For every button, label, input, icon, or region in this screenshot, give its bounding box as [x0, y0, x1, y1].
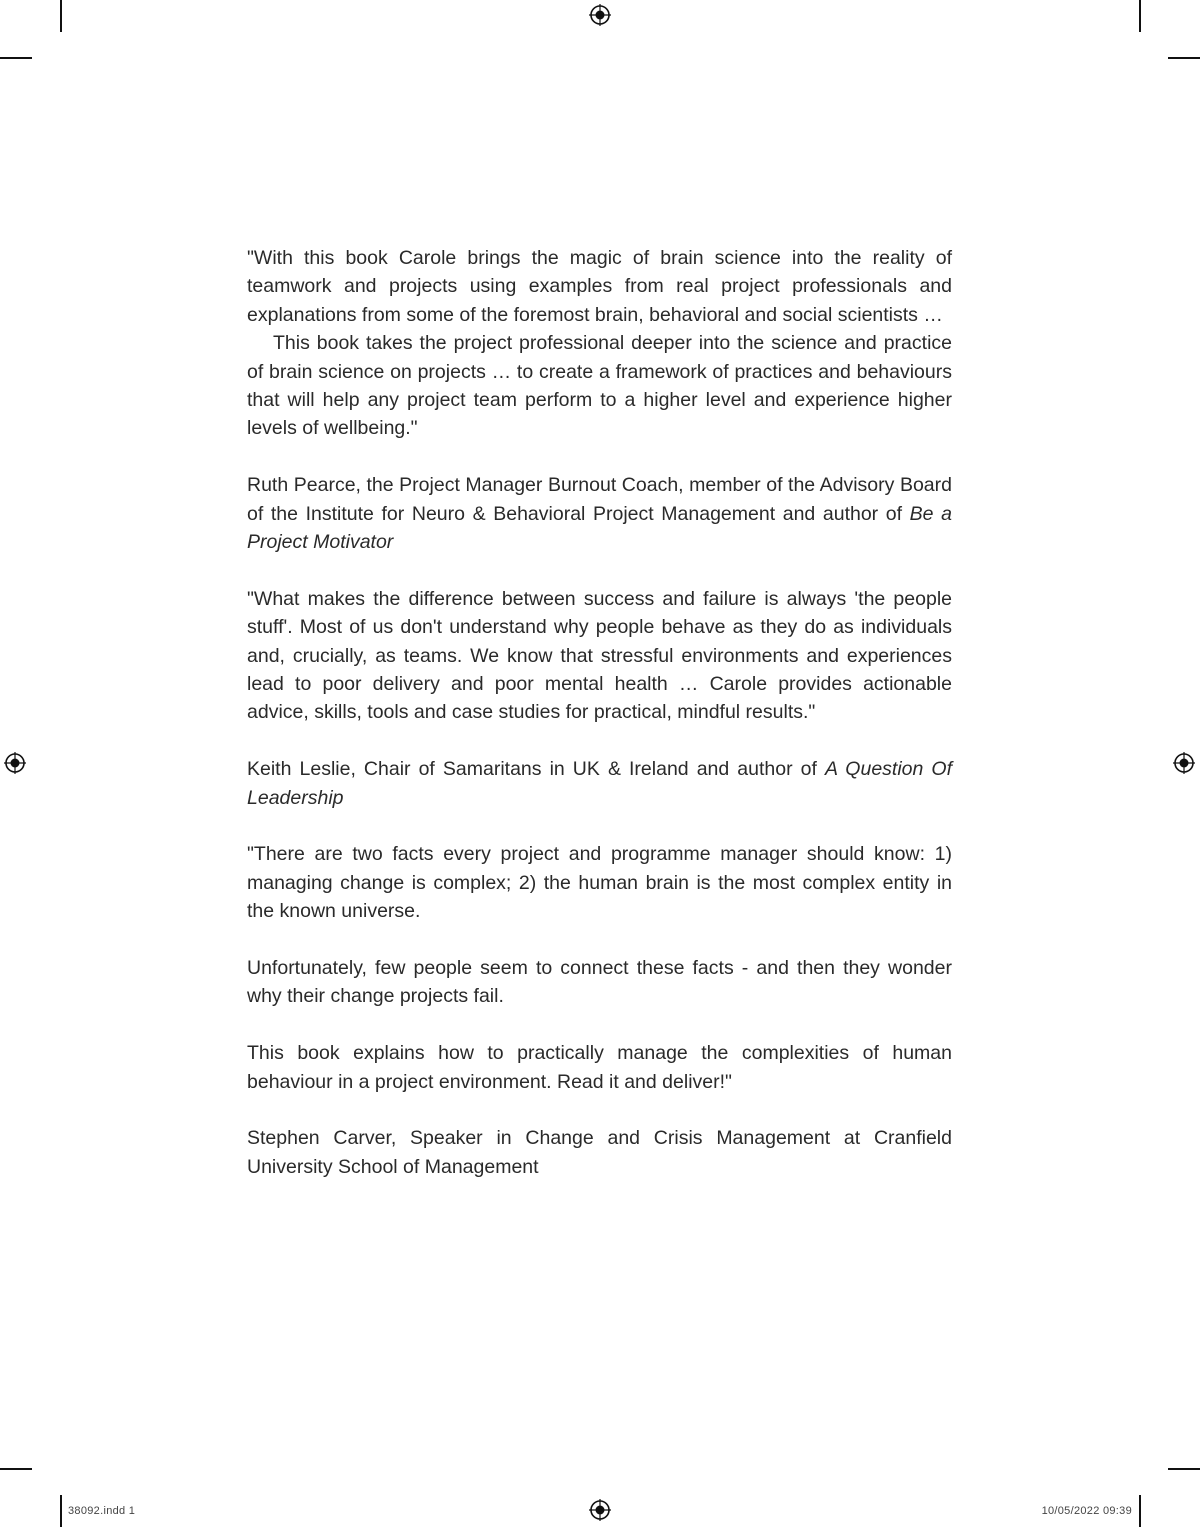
quote-3-paragraph-3: This book explains how to practically manage the complexities of human behaviour in a project environment. Read it and deliver!"	[247, 1042, 952, 1093]
registration-target-icon	[589, 1499, 611, 1521]
registration-target-icon	[1173, 752, 1195, 774]
slug-timestamp: 10/05/2022 09:39	[1041, 1505, 1132, 1517]
crop-mark-top-right	[1139, 0, 1141, 32]
book-title: A Question Of Leadership	[247, 758, 952, 809]
crop-mark-top-left	[60, 0, 62, 32]
quote-1-continuation: This book takes the project professional deeper into the science and practice of brain science on projects … to create a framework of practices and behaviours that will help any project team perform to a higher level and experience higher levels of wellbeing."	[247, 332, 952, 440]
registration-target-icon	[589, 4, 611, 26]
quote-2-text: "What makes the difference between success and failure is always 'the people stuff'. Most of us don't understand why people behave as they do as individuals and, crucially, as teams. We know that stressful environments and experiences lead to poor delivery and poor mental health … Carole provides actionable advice, skills, tools and case studies for practical, mindful results."	[247, 587, 952, 724]
crop-mark-right-bottom	[1168, 1468, 1200, 1470]
crop-mark-left-top	[0, 57, 32, 59]
quote-3-text: "There are two facts every project and programme manager should know: 1) managing change is complex; 2) the human brain is the most complex entity in the known universe.	[247, 843, 952, 923]
crop-mark-bottom-right	[1139, 1495, 1141, 1527]
crop-mark-right-top	[1168, 57, 1200, 59]
endorsements-block	[247, 244, 952, 1210]
crop-mark-left-bottom	[0, 1468, 32, 1470]
attribution-text: Keith Leslie, Chair of Samaritans in UK & Ireland and author of	[247, 758, 825, 781]
slug-filename: 38092.indd 1	[68, 1505, 136, 1517]
quote-2-attribution	[247, 755, 952, 812]
registration-target-icon	[4, 752, 26, 774]
attribution-text: Stephen Carver, Speaker in Change and Crisis Management at Cranfield University School of Management	[247, 1127, 952, 1178]
quote-3-attribution	[247, 1124, 952, 1181]
book-title: Be a Project Motivator	[247, 502, 952, 554]
attribution-text: Ruth Pearce, the Project Manager Burnout Coach, member of the Advisory Board of the Institute for Neuro & Behavioral Project Management and author of	[247, 474, 952, 525]
quote-1-attribution	[247, 471, 952, 556]
quote-1-text: "With this book Carole brings the magic of brain science into the reality of teamwork and projects using examples from real project professionals and explanations from some of the foremost brain, behavioral and social scientists …	[247, 247, 952, 326]
quote-3-paragraph-2: Unfortunately, few people seem to connect these facts - and then they wonder why their change projects fail.	[247, 957, 952, 1008]
crop-mark-bottom-left	[60, 1495, 62, 1527]
